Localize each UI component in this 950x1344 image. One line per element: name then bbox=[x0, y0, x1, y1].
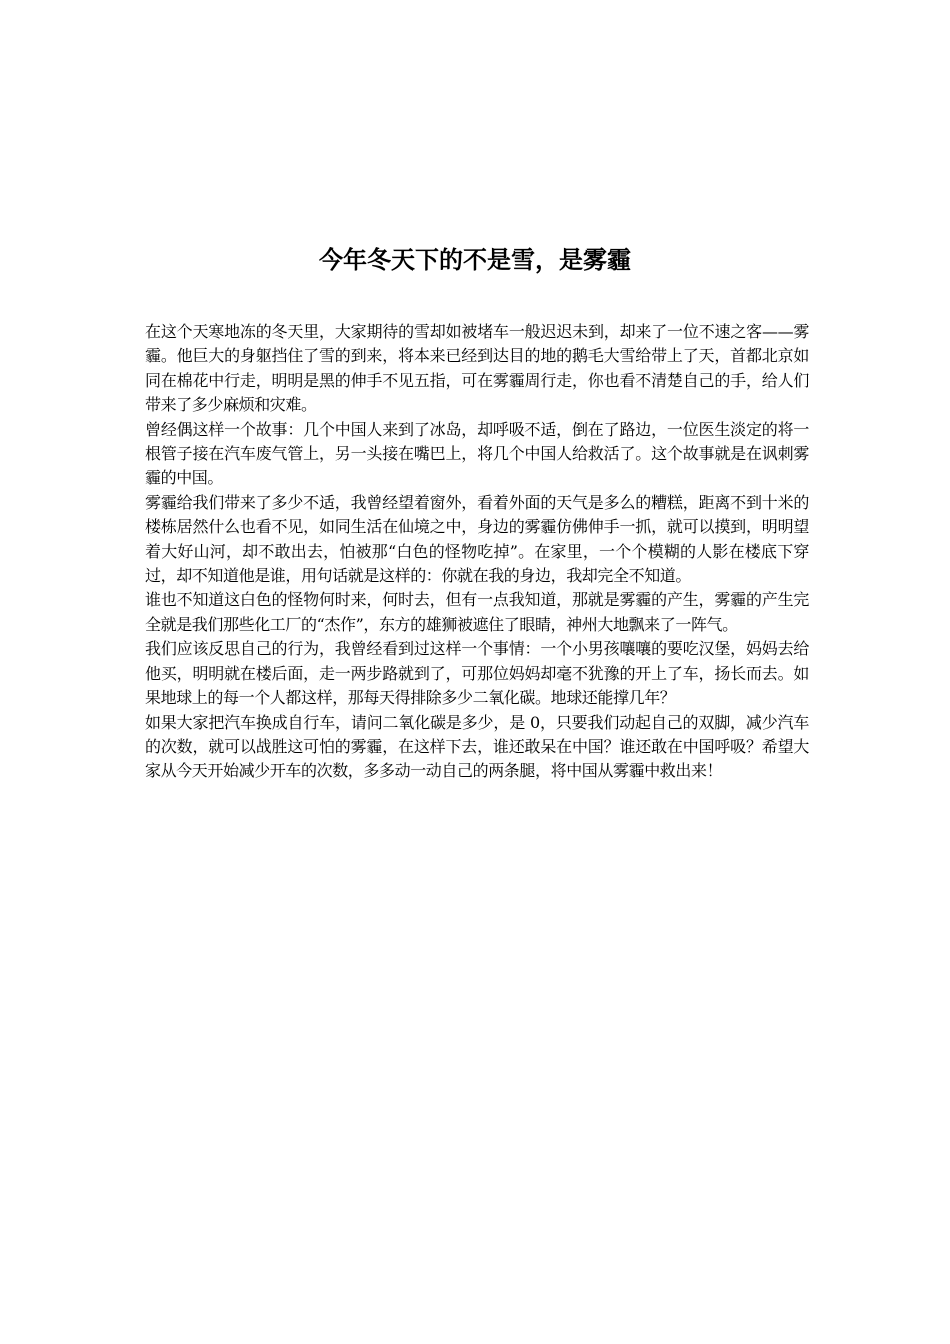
document-title: 今年冬天下的不是雪，是雾霾 bbox=[319, 246, 631, 274]
paragraph-1: 在这个天寒地冻的冬天里，大家期待的雪却如被堵车一般迟迟未到，却来了一位不速之客——雾霾。他巨大的身躯挡住了雪的到来，将本来已经到达目的地的鹅毛大雪给带上了天，首都北京如同在棉花中行走，明明是黑的伸手不见五指，可在雾霾周行走，你也看不清楚自己的手，给人们带来了多少麻烦和灾难。 bbox=[145, 322, 809, 415]
paragraph-4: 谁也不知道这白色的怪物何时来，何时去，但有一点我知道，那就是雾霾的产生，雾霾的产生完全就是我们那些化工厂的“杰作”，东方的雄狮被遮住了眼睛，神州大地飘来了一阵气。 bbox=[145, 590, 809, 634]
document-body bbox=[145, 320, 809, 784]
paragraph-2: 曾经偶这样一个故事：几个中国人来到了冰岛，却呼吸不适，倒在了路边，一位医生淡定的将一根管子接在汽车废气管上，另一头接在嘴巴上，将几个中国人给救活了。这个故事就是在讽刺雾霾的中国。 bbox=[145, 419, 809, 488]
paragraph-6: 如果大家把汽车换成自行车，请问二氧化碳是多少，是 0，只要我们动起自己的双脚，减少汽车的次数，就可以战胜这可怕的雾霾，在这样下去，谁还敢呆在中国？谁还敢在中国呼吸？希望大家从今天开始减少开车的次数，多多动一动自己的两条腿，将中国从雾霾中救出来！ bbox=[145, 712, 809, 781]
paragraph-3: 雾霾给我们带来了多少不适，我曾经望着窗外，看着外面的天气是多么的糟糕，距离不到十米的楼栋居然什么也看不见，如同生活在仙境之中，身边的雾霾仿佛伸手一抓，就可以摸到，明明望着大好山河，却不敢出去，怕被那“白色的怪物吃掉”。在家里，一个个模糊的人影在楼底下穿过，却不知道他是谁，用句话就是这样的：你就在我的身边，我却完全不知道。 bbox=[145, 492, 809, 586]
paragraph-5: 我们应该反思自己的行为，我曾经看到过这样一个事情：一个小男孩嚷嚷的要吃汉堡，妈妈去给他买，明明就在楼后面，走一两步路就到了，可那位妈妈却毫不犹豫的开上了车，扬长而去。如果地球上的每一个人都这样，那每天得排除多少二氧化碳。地球还能撑几年？ bbox=[145, 639, 809, 708]
